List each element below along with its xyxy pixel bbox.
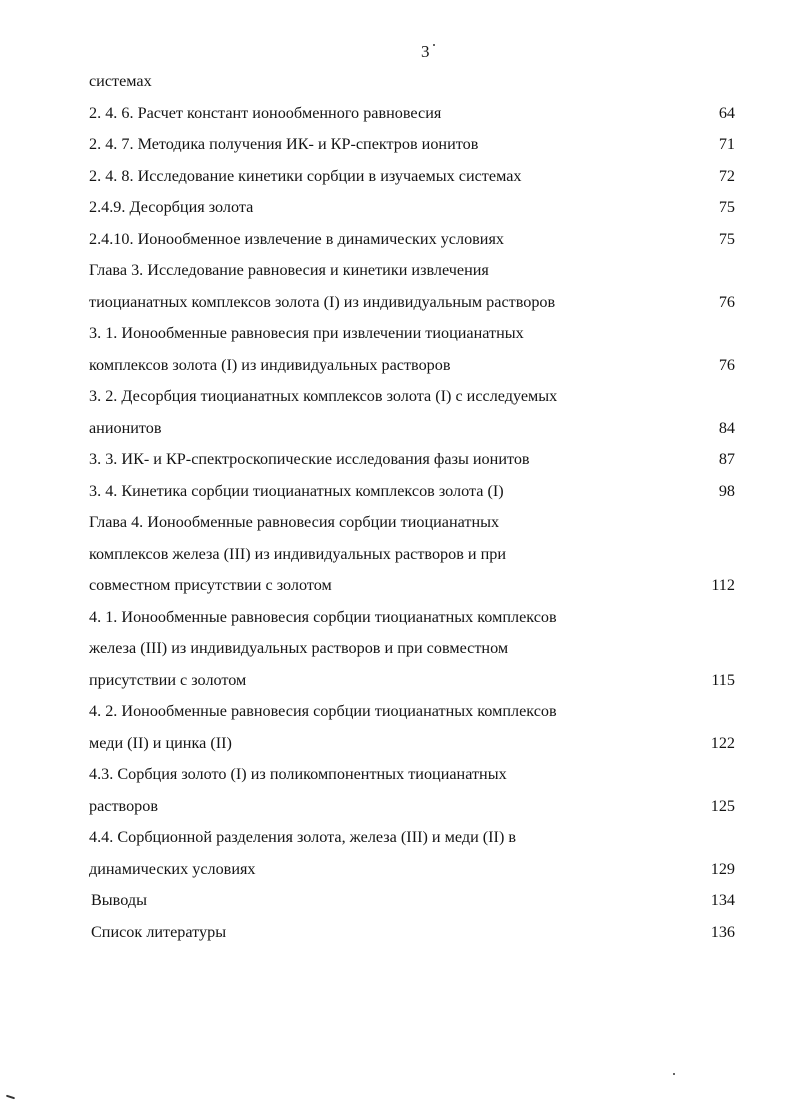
toc-entry-page: 75 — [718, 198, 735, 216]
toc-entry-page: 64 — [718, 103, 735, 122]
toc-entry-page: 136 — [710, 922, 735, 941]
toc-line — [89, 822, 749, 854]
toc-entry-text: 2. 4. 7. Методика получения ИК- и КР-спектров ионитов — [89, 135, 479, 153]
toc-line — [89, 759, 749, 791]
toc-entry-text: присутствии с золотом — [89, 670, 247, 689]
toc-entry-page: 76 — [718, 292, 735, 311]
toc-line — [89, 413, 749, 445]
toc-entry-page: 129 — [710, 859, 735, 878]
toc-line — [89, 129, 749, 161]
toc-line — [89, 192, 749, 224]
toc-entry-text: 4.3. Сорбция золото (I) из поликомпонентных тиоцианатных — [89, 765, 507, 783]
toc-entry-text: совместном присутствии с золотом — [89, 576, 332, 594]
toc-line — [89, 98, 749, 130]
toc-line — [89, 255, 749, 287]
toc-entry-page: 76 — [718, 355, 735, 374]
toc-entry-page: 134 — [710, 891, 735, 909]
toc-entry-page: 84 — [718, 418, 735, 437]
toc-entry-text: системах — [89, 72, 152, 90]
toc-line — [89, 476, 749, 508]
page-number: 3 — [421, 42, 430, 61]
toc-line — [89, 381, 749, 413]
toc-entry-page: 71 — [718, 135, 735, 153]
toc-entry-text: комплексов золота (I) из индивидуальных растворов — [89, 355, 451, 374]
toc-entry-page: 112 — [711, 576, 735, 594]
toc-line — [89, 66, 749, 98]
scan-speck — [6, 1095, 15, 1100]
scan-speck — [673, 1073, 675, 1075]
toc-line — [89, 570, 749, 602]
toc-line — [89, 917, 749, 949]
toc-entry-text: меди (II) и цинка (II) — [89, 733, 232, 752]
toc-entry-text: Выводы — [91, 891, 147, 909]
toc-line — [89, 161, 749, 193]
toc-line — [89, 507, 749, 539]
toc-entry-text: 4. 2. Ионообменные равновесия сорбции тиоцианатных комплексов — [89, 702, 557, 720]
toc-line — [89, 350, 749, 382]
toc-entry-page: 87 — [718, 450, 735, 468]
toc-line — [89, 444, 749, 476]
scan-speck — [433, 44, 435, 46]
toc-entry-page: 98 — [718, 481, 735, 500]
table-of-contents — [89, 66, 749, 948]
toc-line — [89, 854, 749, 886]
toc-entry-text: 3. 2. Десорбция тиоцианатных комплексов золота (I) с исследуемых — [89, 387, 558, 405]
toc-entry-text: Глава 4. Ионообменные равновесия сорбции тиоцианатных — [89, 513, 500, 531]
toc-entry-text: комплексов железа (III) из индивидуальных растворов и при — [89, 544, 507, 563]
toc-entry-page: 125 — [710, 796, 735, 815]
toc-entry-text: 2. 4. 8. Исследование кинетики сорбции в изучаемых системах — [89, 166, 522, 185]
toc-line — [89, 885, 749, 917]
toc-entry-text: железа (III) из индивидуальных растворов и при совместном — [89, 639, 509, 657]
toc-entry-page: 72 — [718, 166, 735, 185]
toc-entry-text: 3. 3. ИК- и КР-спектроскопические исследования фазы ионитов — [89, 450, 530, 468]
toc-entry-page: 75 — [718, 229, 735, 248]
toc-line — [89, 728, 749, 760]
toc-line — [89, 791, 749, 823]
toc-entry-text: Глава 3. Исследование равновесия и кинетики извлечения — [89, 261, 489, 279]
toc-entry-text: 4. 1. Ионообменные равновесия сорбции тиоцианатных комплексов — [89, 607, 557, 626]
toc-entry-text: 3. 4. Кинетика сорбции тиоцианатных комплексов золота (I) — [89, 481, 504, 500]
toc-entry-text: Список литературы — [91, 922, 227, 941]
toc-entry-page: 115 — [711, 670, 735, 689]
toc-line — [89, 539, 749, 571]
toc-line — [89, 287, 749, 319]
toc-entry-text: 2.4.9. Десорбция золота — [89, 198, 254, 216]
toc-line — [89, 224, 749, 256]
toc-entry-text: тиоцианатных комплексов золота (I) из индивидуальным растворов — [89, 292, 556, 311]
toc-entry-text: 3. 1. Ионообменные равновесия при извлечении тиоцианатных — [89, 324, 524, 342]
toc-line — [89, 602, 749, 634]
toc-line — [89, 665, 749, 697]
toc-entry-page: 122 — [710, 733, 735, 752]
toc-entry-text: анионитов — [89, 418, 162, 437]
toc-line — [89, 633, 749, 665]
toc-line — [89, 318, 749, 350]
toc-entry-text: 2. 4. 6. Расчет констант ионообменного равновесия — [89, 103, 442, 122]
toc-entry-text: динамических условиях — [89, 859, 256, 878]
toc-entry-text: 2.4.10. Ионообменное извлечение в динамических условиях — [89, 229, 505, 248]
toc-entry-text: 4.4. Сорбционной разделения золота, железа (III) и меди (II) в — [89, 828, 517, 846]
toc-entry-text: растворов — [89, 796, 158, 815]
toc-line — [89, 696, 749, 728]
